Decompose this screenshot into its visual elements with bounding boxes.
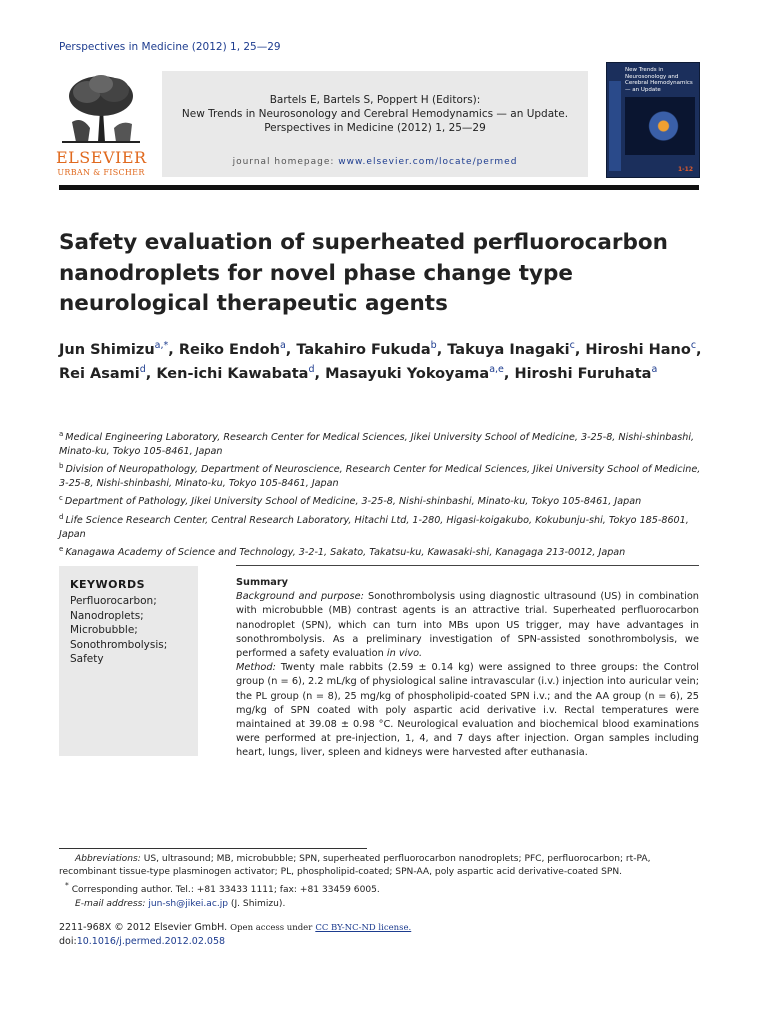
- author-name[interactable]: Reiko Endoh: [178, 341, 280, 358]
- copyright-line: [59, 921, 411, 935]
- keywords-heading: KEYWORDS: [70, 578, 146, 591]
- cover-spine: [609, 81, 621, 171]
- affiliation-key: c: [59, 494, 63, 503]
- author-affiliation-mark[interactable]: a,*: [154, 340, 169, 351]
- affiliation-text: Medical Engineering Laboratory, Research Center for Medical Sciences, Jikei University School of Medicine, 3-25-8, Nishi-shinbashi, Minato-ku, Tokyo 105-8461, Japan: [59, 432, 695, 458]
- author-affiliation-mark[interactable]: c: [569, 340, 575, 351]
- cover-ultrasound-image: [625, 97, 695, 155]
- affiliation-key: a: [59, 430, 64, 438]
- affiliation-item: [59, 542, 709, 560]
- corresponding-mark: *: [65, 881, 69, 891]
- footnotes: [59, 853, 704, 911]
- doi-label: doi:: [59, 936, 77, 947]
- banner-book-title: New Trends in Neurosonology and Cerebral Hemodynamics — an Update.: [181, 108, 569, 120]
- author-name[interactable]: Hiroshi Hano: [585, 341, 691, 358]
- banner-journal: Perspectives in Medicine (2012) 1, 25—29: [264, 122, 486, 134]
- keyword-item: Perfluorocarbon;: [70, 595, 157, 607]
- keywords-box: [59, 566, 198, 756]
- affiliation-item: [59, 510, 709, 542]
- affiliation-item: [59, 491, 709, 509]
- banner-editors: Bartels E, Bartels S, Poppert H (Editors):: [269, 94, 481, 106]
- method-label: Method:: [236, 662, 276, 674]
- affiliation-text: Department of Pathology, Jikei University School of Medicine, 3-25-8, Nishi-shinbashi, Minato-ku, Tokyo 105-8461, Japan: [64, 496, 642, 508]
- footnote-divider: [59, 848, 367, 849]
- affiliation-text: Life Science Research Center, Central Research Laboratory, Hitachi Ltd, 1-280, Higasi-koigakubo, Kokubunju-shi, Tokyo 185-8601, Japan: [59, 514, 689, 540]
- author-name[interactable]: Rei Asami: [59, 366, 140, 383]
- keyword-item: Microbubble;: [70, 624, 138, 636]
- author-separator: ,: [503, 366, 515, 383]
- author-affiliation-mark[interactable]: d: [139, 364, 146, 376]
- summary-divider: [236, 565, 699, 566]
- author-name[interactable]: Ken-ichi Kawabata: [156, 366, 309, 383]
- author-affiliation-mark[interactable]: a,e: [489, 364, 504, 376]
- doi-line: [59, 935, 411, 949]
- abbreviations-text: US, ultrasound; MB, microbubble; SPN, superheated perfluorocarbon nanodroplets; PFC, perfluorocarbon; rt-PA, recombinant tissue-type plasminogen activator; PL, phospholipid-coated; SPN-AA, poly aspartic acid derivative-coated SPN.: [59, 854, 651, 878]
- email-tail: (J. Shimizu).: [230, 898, 286, 909]
- affiliation-item: [59, 427, 709, 459]
- email-note: [59, 898, 704, 911]
- author-affiliation-mark[interactable]: b: [430, 340, 437, 351]
- author-affiliation-mark[interactable]: c: [690, 340, 697, 351]
- corresponding-text: Corresponding author. Tel.: +81 33433 1111; fax: +81 33459 6005.: [71, 885, 380, 896]
- author-name[interactable]: Takahiro Fukuda: [296, 341, 431, 358]
- affiliation-text: Division of Neuropathology, Department of Neuroscience, Research Center for Medical Sciences, Jikei University School of Medicine, 3-25-8, Nishi-shinbashi, Minato-ku, Tokyo 105-8461, Japan: [59, 464, 701, 490]
- keyword-item: Sonothrombolysis;: [70, 638, 168, 651]
- affiliation-item: [59, 459, 709, 491]
- header-divider: [59, 185, 699, 190]
- issn-copyright: 2211-968X © 2012 Elsevier GmbH.: [59, 922, 228, 933]
- author-separator: ,: [436, 341, 448, 358]
- email-link[interactable]: jun-sh@jikei.ac.jp: [148, 898, 229, 909]
- background-tail: in vivo.: [386, 648, 423, 660]
- journal-homepage: [162, 157, 588, 167]
- journal-banner: [162, 71, 588, 177]
- email-label: E-mail address:: [75, 898, 146, 909]
- abbreviations-label: Abbreviations:: [75, 854, 141, 864]
- author-separator: ,: [285, 341, 297, 358]
- article-title: Safety evaluation of superheated perfluorocarbon nanodroplets for novel phase change type neurological therapeutic agents: [59, 230, 668, 316]
- keyword-item: Safety: [70, 653, 104, 665]
- open-access-text: Open access under: [230, 923, 313, 933]
- author-name[interactable]: Jun Shimizu: [59, 341, 155, 358]
- author-list: [59, 336, 709, 385]
- background-text: Sonothrombolysis using diagnostic ultrasound (US) in combination with microbubble (MB) contrast agents is an attractive trial. Superheated perfluorocarbon nanodroplet (SPN), which can turn into MBs upon US trigger, may have advantages in sonothrombolysis. As a preliminary investigation of SPN-assisted sonothrombolysis, we performed a safety evaluation: [236, 591, 699, 660]
- author-name[interactable]: Takuya Inagaki: [447, 341, 570, 358]
- copyright-block: [59, 921, 411, 949]
- elsevier-logo[interactable]: [56, 72, 146, 180]
- summary-heading: Summary: [236, 577, 289, 588]
- homepage-link[interactable]: www.elsevier.com/locate/permed: [338, 157, 518, 167]
- author-separator: ,: [314, 366, 326, 383]
- author-affiliation-mark[interactable]: a: [279, 340, 286, 351]
- author-separator: ,: [696, 341, 702, 358]
- journal-cover-thumbnail[interactable]: [606, 62, 700, 178]
- publisher-imprint: URBAN & FISCHER: [57, 168, 145, 177]
- affiliation-key: e: [59, 544, 64, 553]
- author-name[interactable]: Hiroshi Furuhata: [514, 366, 652, 383]
- method-text: Twenty male rabbits (2.59 ± 0.14 kg) were assigned to three groups: the Control group (n = 6), 2.2 mL/kg of physiological saline intravascular (i.v.) injection into auricular vein; the PL group (n = 8), 25 mg/kg of phospholipid-coated SPN i.v.; and the AA group (n = 6), 25 mg/kg of SPN coated with poly aspartic acid derivative i.v. Rectal temperatures were maintained at 39.08 ± 0.98 °C. Neurological evaluation and biochemical blood examinations were performed at pre-injection, 1, 4, and 7 days after injection. Organ samples including heart, lungs, liver, spleen and kidneys were harvested after euthanasia.: [236, 662, 699, 759]
- publisher-name: ELSEVIER: [56, 148, 147, 167]
- tree-logo-icon: [62, 72, 140, 144]
- license-link[interactable]: CC BY-NC-ND license.: [315, 923, 412, 933]
- author-affiliation-mark[interactable]: a: [651, 364, 658, 376]
- homepage-label: journal homepage:: [232, 157, 339, 167]
- author-separator: ,: [574, 341, 586, 358]
- journal-reference[interactable]: Perspectives in Medicine (2012) 1, 25—29: [59, 41, 281, 53]
- summary-method: [236, 661, 699, 760]
- doi-link[interactable]: 10.1016/j.permed.2012.02.058: [76, 936, 226, 947]
- affiliation-text: Kanagawa Academy of Science and Technology, 3-2-1, Sakato, Takatsu-ku, Kawasaki-shi, Kanagaga 213-0012, Japan: [65, 546, 626, 558]
- keywords-list: [70, 594, 167, 667]
- author-affiliation-mark[interactable]: d: [308, 364, 315, 376]
- corresponding-note: [59, 879, 704, 897]
- cover-title: New Trends in Neurosonology and Cerebral Hemodynamics — an Update: [625, 67, 693, 93]
- affiliation-list: [59, 427, 709, 560]
- affiliation-key: d: [59, 512, 64, 521]
- keyword-item: Nanodroplets;: [70, 609, 144, 622]
- banner-citation: [162, 93, 588, 135]
- summary-background: [236, 590, 699, 661]
- summary-section: [236, 576, 699, 761]
- affiliation-key: b: [59, 462, 64, 471]
- abbreviations-note: [59, 853, 704, 879]
- background-label: Background and purpose:: [236, 591, 364, 603]
- author-separator: ,: [145, 366, 157, 383]
- author-name[interactable]: Masayuki Yokoyama: [325, 366, 490, 383]
- author-separator: ,: [168, 341, 179, 358]
- cover-issue-number: 1-12: [677, 166, 693, 173]
